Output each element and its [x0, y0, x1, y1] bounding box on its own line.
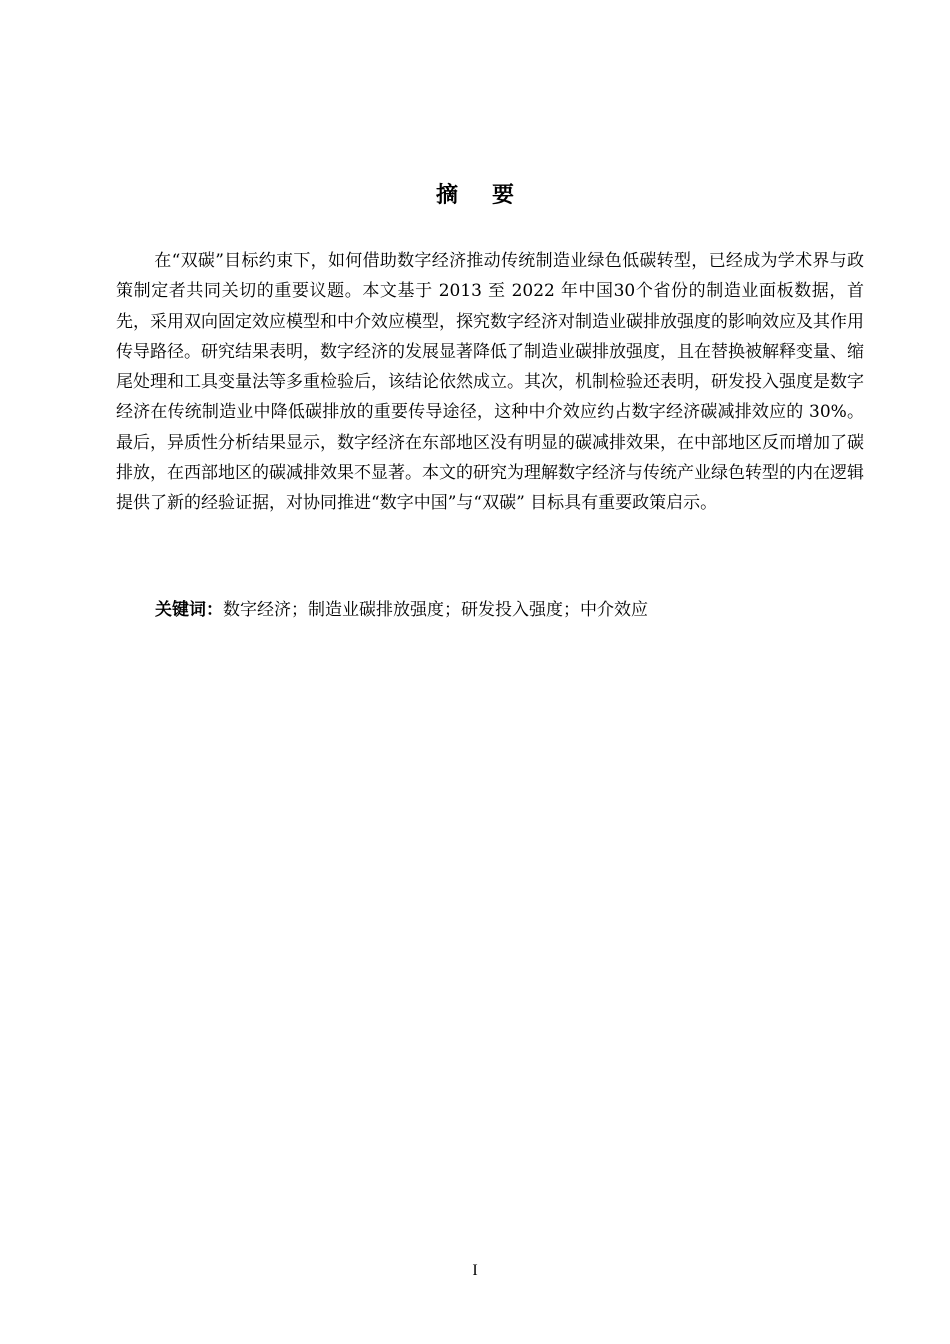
page-number: I: [472, 1262, 478, 1279]
keywords-text: 数字经济；制造业碳排放强度；研发投入强度；中介效应: [223, 600, 648, 620]
abstract-text: 在“双碳”目标约束下，如何借助数字经济推动传统制造业绿色低碳转型，已经成为学术界与政策制定者共同关切的重要议题。本文基于 2013 至 2022 年中国30个省份的制造业面板数据，首先，采用双向固定效应模型和中介效应模型，探究数字经济对制造业碳排放强度的影响效应及其作用传导路径。研究结果表明，数字经济的发展显著降低了制造业碳排放强度，且在替换被解释变量、缩尾处理和工具变量法等多重检验后，该结论依然成立。其次，机制检验还表明，研发投入强度是数字经济在传统制造业中降低碳排放的重要传导途径，这种中介效应约占数字经济碳减排效应的 30%。最后，异质性分析结果显示，数字经济在东部地区没有明显的碳减排效果，在中部地区反而增加了碳排放，在西部地区的碳减排效果不显著。本文的研究为理解数字经济与传统产业绿色转型的内在逻辑提供了新的经验证据，对协同推进“数字中国”与“双碳” 目标具有重要政策启示。: [116, 251, 864, 514]
keywords-line: [155, 597, 855, 623]
page-title: 摘要: [435, 183, 548, 208]
abstract-paragraph: [116, 246, 864, 519]
keywords-label: 关键词：: [155, 600, 223, 620]
